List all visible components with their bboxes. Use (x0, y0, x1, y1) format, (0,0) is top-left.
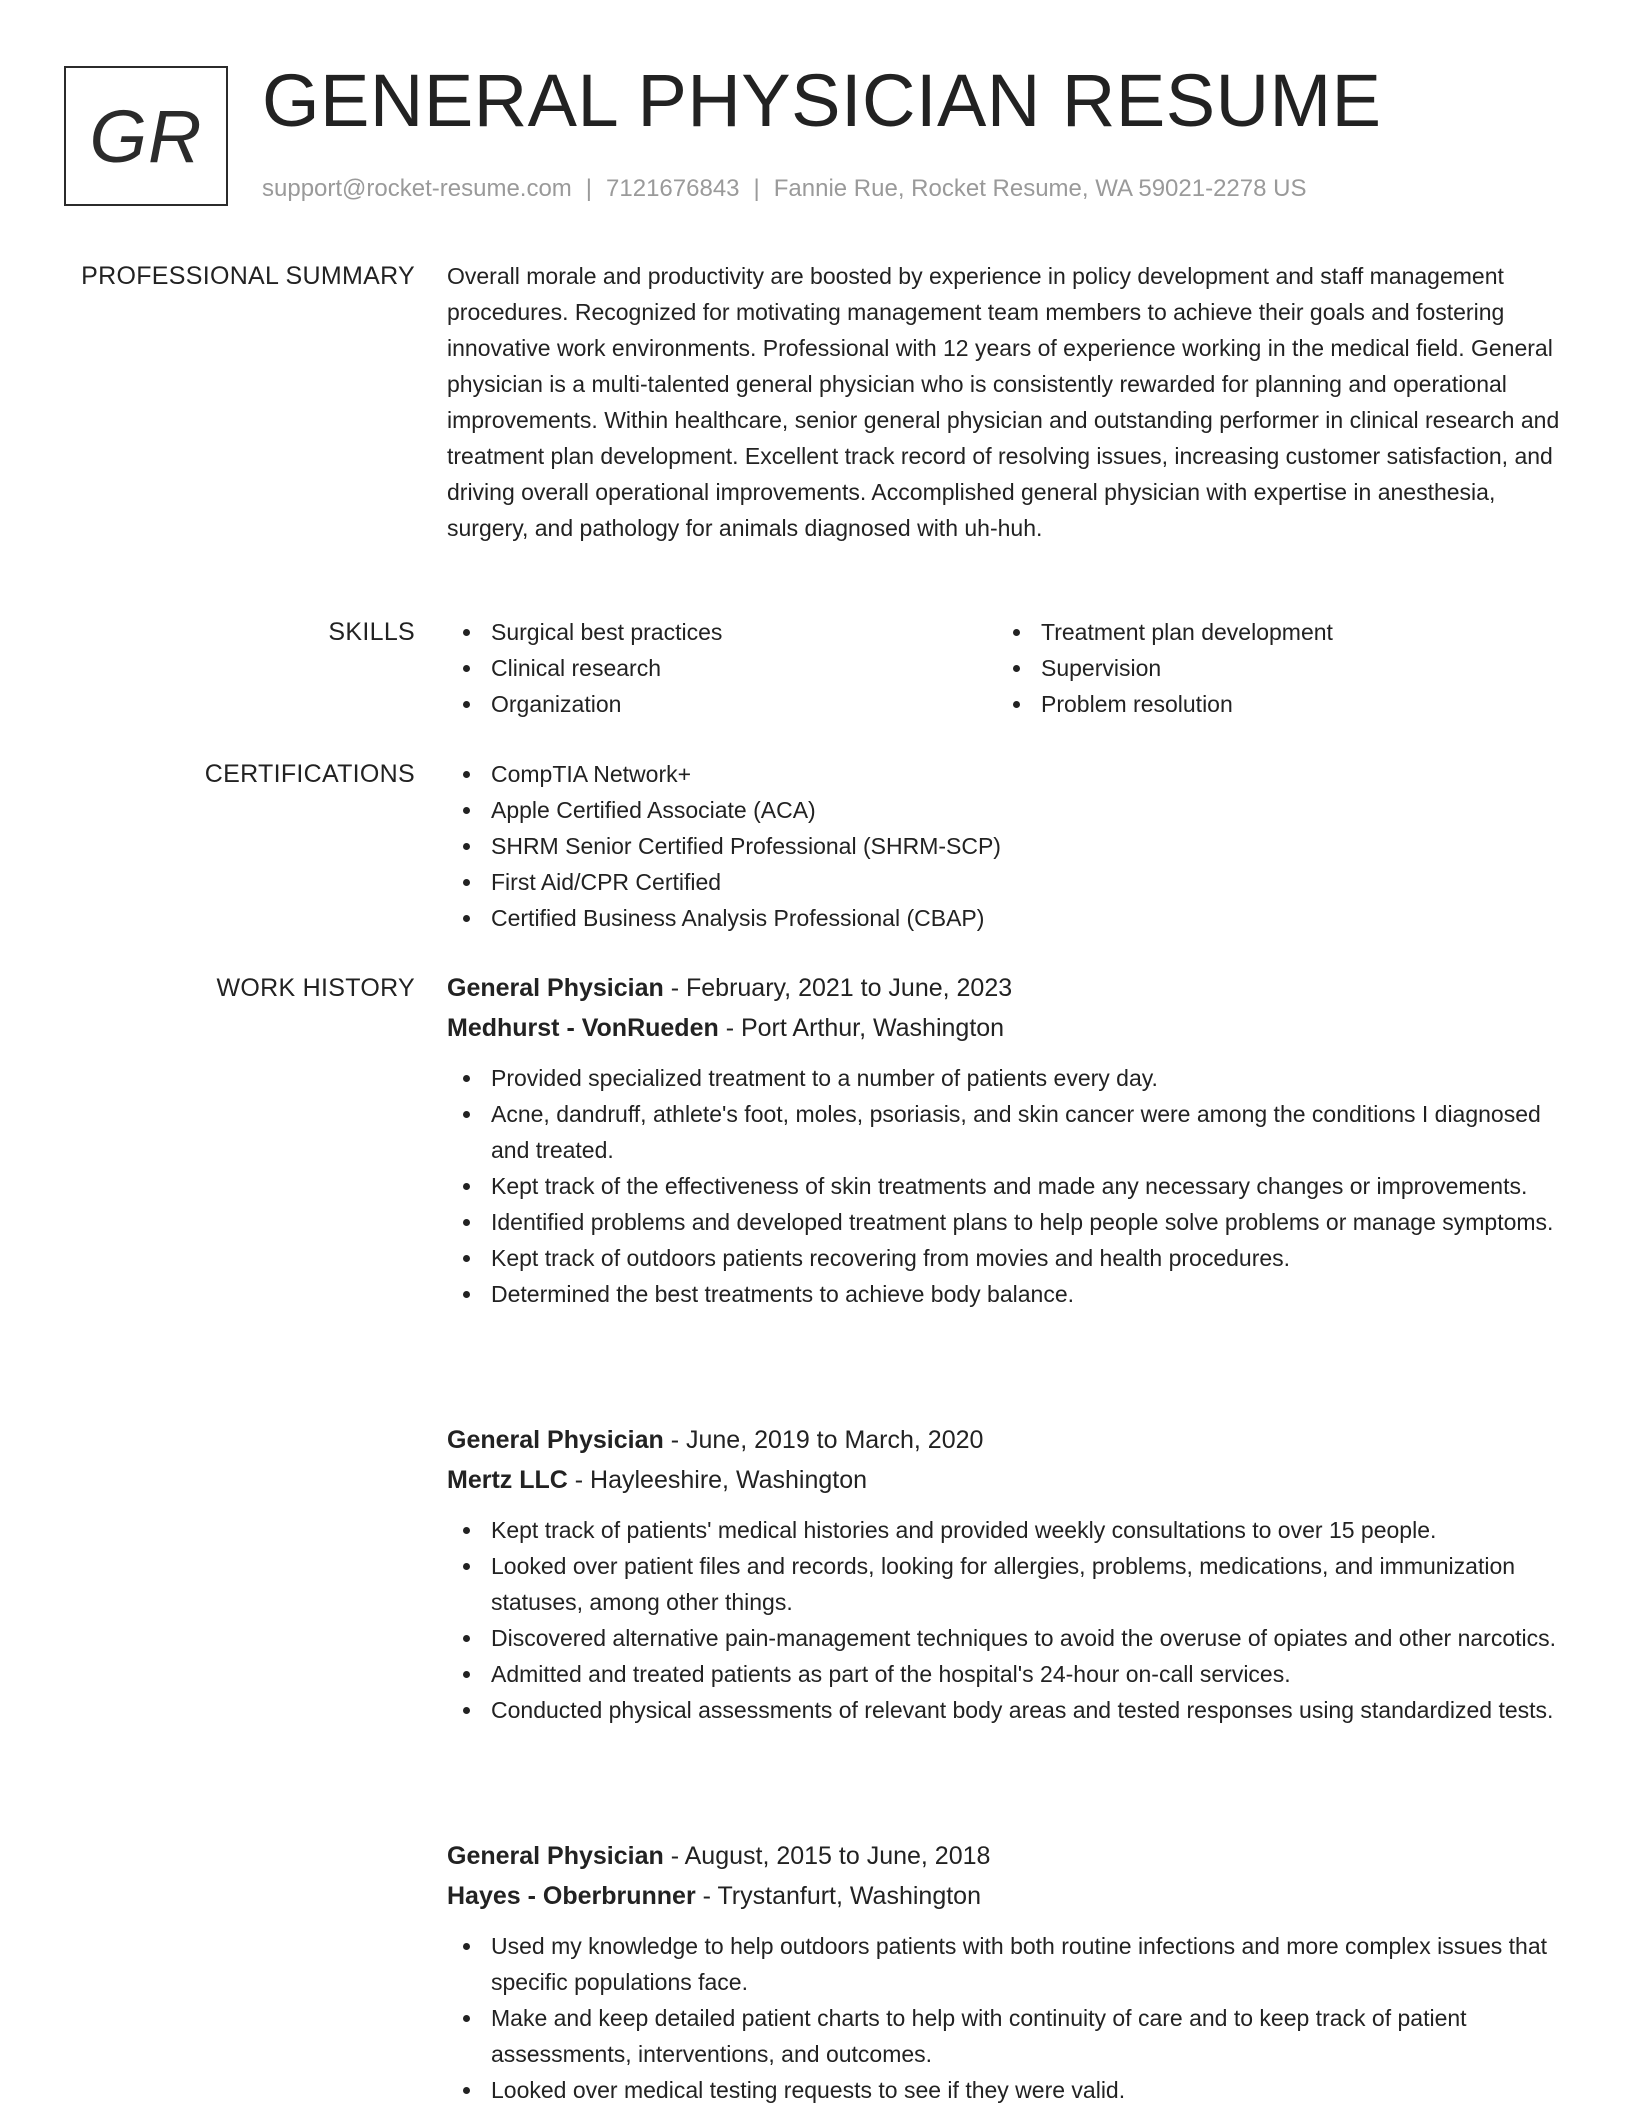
job-company: Mertz LLC (447, 1466, 568, 1494)
job-bullets (447, 1060, 1567, 1312)
job-entry (447, 968, 1567, 1312)
certification-item: SHRM Senior Certified Professional (SHRM-SCP) (447, 828, 1567, 864)
skill-item: Treatment plan development (997, 614, 1547, 650)
job-company-line (447, 1876, 1567, 1916)
section-label-certifications: CERTIFICATIONS (204, 760, 415, 788)
job-bullet: Discovered alternative pain-management techniques to avoid the overuse of opiates and other narcotics. (447, 1620, 1567, 1656)
job-dates: - February, 2021 to June, 2023 (663, 974, 1013, 1002)
job-title-line (447, 1420, 1567, 1460)
job-entry (447, 1836, 1567, 2108)
job-bullet: Admitted and treated patients as part of the hospital's 24-hour on-call services. (447, 1656, 1567, 1692)
job-bullets (447, 1512, 1567, 1728)
contact-phone: 7121676843 (606, 175, 740, 202)
job-title: General Physician (447, 1842, 664, 1870)
certification-item: First Aid/CPR Certified (447, 864, 1567, 900)
job-entry (447, 1420, 1567, 1728)
section-label-summary: PROFESSIONAL SUMMARY (81, 262, 415, 290)
job-bullet: Provided specialized treatment to a number of patients every day. (447, 1060, 1567, 1096)
skills-list-left (447, 614, 997, 722)
skills-list-right (997, 614, 1547, 722)
certifications-list (447, 756, 1567, 936)
job-title-line (447, 968, 1567, 1008)
contact-email: support@rocket-resume.com (262, 175, 572, 202)
job-bullet: Looked over patient files and records, looking for allergies, problems, medications, and immunization statuses, among other things. (447, 1548, 1567, 1620)
job-bullets (447, 1928, 1567, 2108)
skill-item: Problem resolution (997, 686, 1547, 722)
job-company: Medhurst - VonRueden (447, 1014, 719, 1042)
job-dates: - June, 2019 to March, 2020 (663, 1426, 984, 1454)
job-bullet: Identified problems and developed treatment plans to help people solve problems or manage symptoms. (447, 1204, 1567, 1240)
skill-item: Clinical research (447, 650, 997, 686)
contact-separator: | (585, 175, 593, 202)
contact-separator: | (753, 175, 760, 202)
job-bullet: Make and keep detailed patient charts to help with continuity of care and to keep track of patient assessments, interventions, and outcomes. (447, 2000, 1567, 2072)
job-bullet: Looked over medical testing requests to see if they were valid. (447, 2072, 1567, 2108)
job-bullet: Determined the best treatments to achieve body balance. (447, 1276, 1567, 1312)
job-bullet: Kept track of outdoors patients recovering from movies and health procedures. (447, 1240, 1567, 1276)
job-title-line (447, 1836, 1567, 1876)
skill-item: Supervision (997, 650, 1547, 686)
monogram-box (64, 66, 228, 206)
job-title: General Physician (447, 974, 664, 1002)
job-company: Hayes - Oberbrunner (447, 1882, 696, 1910)
job-location: - Hayleeshire, Washington (567, 1466, 868, 1494)
section-label-skills: SKILLS (328, 618, 415, 646)
job-bullet: Acne, dandruff, athlete's foot, moles, psoriasis, and skin cancer were among the conditions I diagnosed and treated. (447, 1096, 1567, 1168)
job-location: - Trystanfurt, Washington (695, 1882, 981, 1910)
job-company-line (447, 1008, 1567, 1048)
job-location: - Port Arthur, Washington (718, 1014, 1005, 1042)
job-dates: - August, 2015 to June, 2018 (663, 1842, 991, 1870)
job-bullet: Kept track of the effectiveness of skin treatments and made any necessary changes or improvements. (447, 1168, 1567, 1204)
job-title: General Physician (447, 1426, 664, 1454)
skill-item: Organization (447, 686, 997, 722)
summary-text: Overall morale and productivity are boosted by experience in policy development and staff management procedures. Recognized for motivating management team members to achieve their goals and fostering innovative work environments. Professional with 12 years of experience working in the medical field. General physician is a multi-talented general physician who is consistently rewarded for planning and operational improvements. Within healthcare, senior general physician and outstanding performer in clinical research and treatment plan development. Excellent track record of resolving issues, increasing customer satisfaction, and driving overall operational improvements. Accomplished general physician with expertise in anesthesia, surgery, and pathology for animals diagnosed with uh-huh. (447, 263, 1560, 541)
contact-line (262, 174, 1306, 204)
job-bullet: Kept track of patients' medical histories and provided weekly consultations to over 15 people. (447, 1512, 1567, 1548)
skill-item: Surgical best practices (447, 614, 997, 650)
job-bullet: Conducted physical assessments of relevant body areas and tested responses using standardized tests. (447, 1692, 1567, 1728)
certification-item: CompTIA Network+ (447, 756, 1567, 792)
certification-item: Certified Business Analysis Professional (CBAP) (447, 900, 1567, 936)
resume-title: GENERAL PHYSICIAN RESUME (262, 59, 1382, 142)
job-bullet: Used my knowledge to help outdoors patients with both routine infections and more complex issues that specific populations face. (447, 1928, 1567, 2000)
monogram-initials: GR (89, 94, 203, 178)
section-label-work-history: WORK HISTORY (216, 974, 415, 1002)
certification-item: Apple Certified Associate (ACA) (447, 792, 1567, 828)
contact-address: Fannie Rue, Rocket Resume, WA 59021-2278 US (773, 175, 1307, 202)
job-company-line (447, 1460, 1567, 1500)
